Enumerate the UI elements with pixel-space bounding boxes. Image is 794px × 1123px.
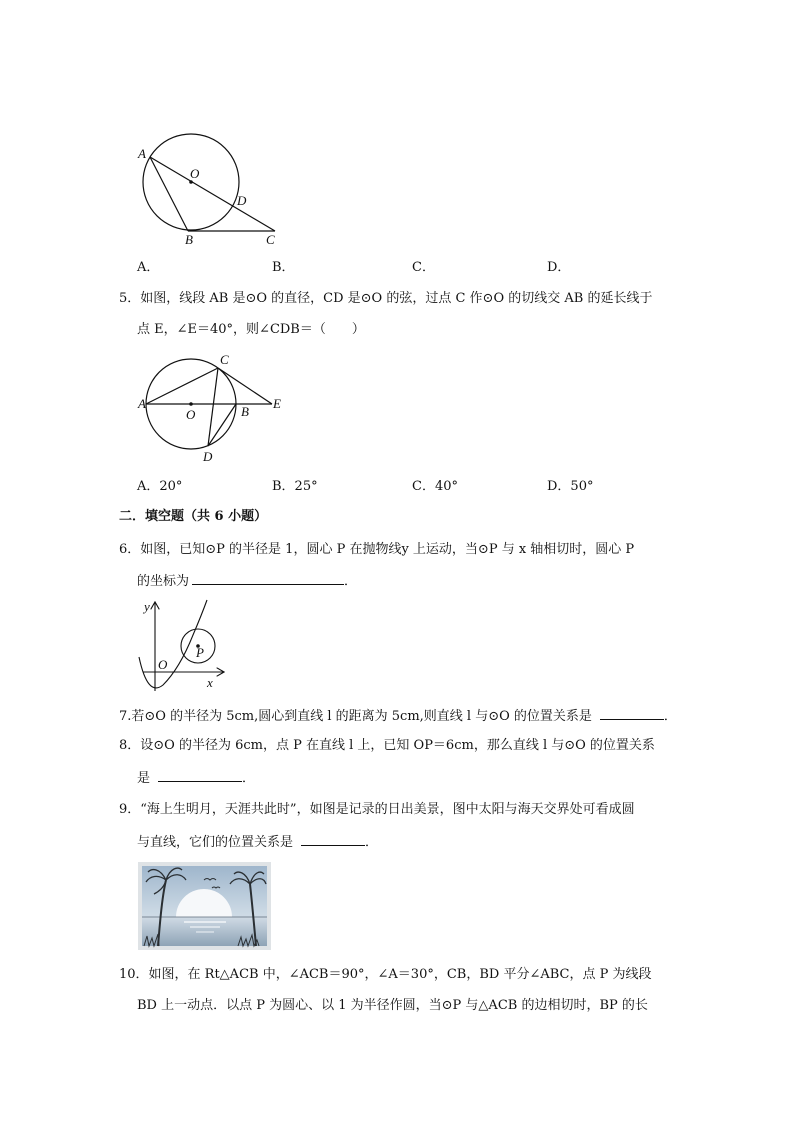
sunrise-picture (138, 862, 271, 950)
period: ． (344, 574, 358, 589)
label-B: B (241, 404, 249, 419)
label-O: O (186, 407, 196, 422)
answer-blank-q8[interactable] (158, 767, 242, 782)
q7-text: 7.若⊙O 的半径为 5cm,圆心到直线 l 的距离为 5cm,则直线 l 与⊙O 的位置关系是 (119, 709, 592, 724)
q6-line-2 (137, 570, 357, 592)
figure-q4 (130, 130, 290, 255)
q6-line-1: 6．如图，已知⊙P 的半径是 1，圆心 P 在抛物线y 上运动，当⊙P 与 x 轴相切时，圆心 P (119, 542, 635, 557)
period: ． (663, 709, 677, 724)
label-C: C (266, 232, 275, 247)
q8-line-1: 8．设⊙O 的半径为 6cm，点 P 在直线 l 上，已知 OP＝6cm，那么直线 l 与⊙O 的位置关系 (119, 738, 655, 753)
q4-option-d: D． (547, 260, 571, 275)
label-A: A (138, 146, 146, 161)
label-O: O (158, 657, 168, 672)
answer-blank-q7[interactable] (600, 705, 664, 720)
label-E: E (273, 396, 281, 411)
label-P: P (196, 645, 204, 660)
label-A: A (138, 396, 146, 411)
q5-option-b: B．25° (272, 479, 318, 494)
q4-option-a: A． (137, 260, 160, 275)
q4-option-b: B． (272, 260, 295, 275)
q8-line-2 (137, 767, 255, 789)
label-C: C (220, 352, 229, 367)
label-y: y (144, 599, 150, 614)
answer-blank-q6[interactable] (192, 570, 344, 585)
q6-text: 的坐标为 (137, 574, 190, 589)
q5-option-d: D．50° (547, 479, 594, 494)
figure-q5 (130, 348, 290, 468)
q5-option-c: C．40° (412, 479, 458, 494)
q9-line-2 (137, 831, 378, 853)
label-O: O (190, 166, 200, 181)
q8-text: 是 (137, 771, 151, 786)
q5-option-a: A．20° (137, 479, 183, 494)
figure-q6 (135, 595, 230, 695)
label-x: x (207, 675, 213, 690)
label-D: D (203, 449, 213, 464)
q10-line-1: 10．如图，在 Rt△ACB 中，∠ACB＝90°，∠A＝30°，CB，BD 平分∠ABC，点 P 为线段 (119, 967, 652, 982)
q5-line-2: 点 E，∠E＝40°，则∠CDB＝（ ） (137, 322, 365, 337)
period: ． (242, 771, 256, 786)
q9-line-1: 9．“海上生明月，天涯共此时”，如图是记录的日出美景，图中太阳与海天交界处可看成圆 (119, 802, 635, 817)
label-B: B (185, 232, 193, 247)
label-D: D (237, 193, 247, 208)
q4-option-c: C． (412, 260, 435, 275)
period: ． (365, 835, 379, 850)
q5-line-1: 5．如图，线段 AB 是⊙O 的直径，CD 是⊙O 的弦，过点 C 作⊙O 的切线交 AB 的延长线于 (119, 291, 653, 306)
q7-line (119, 705, 677, 727)
answer-blank-q9[interactable] (301, 831, 365, 846)
q9-text: 与直线，它们的位置关系是 (137, 835, 294, 850)
q10-line-2: BD 上一动点．以点 P 为圆心、以 1 为半径作圆，当⊙P 与△ACB 的边相切时，BP 的长 (137, 998, 648, 1013)
section-heading: 二．填空题（共 6 小题） (119, 509, 268, 524)
